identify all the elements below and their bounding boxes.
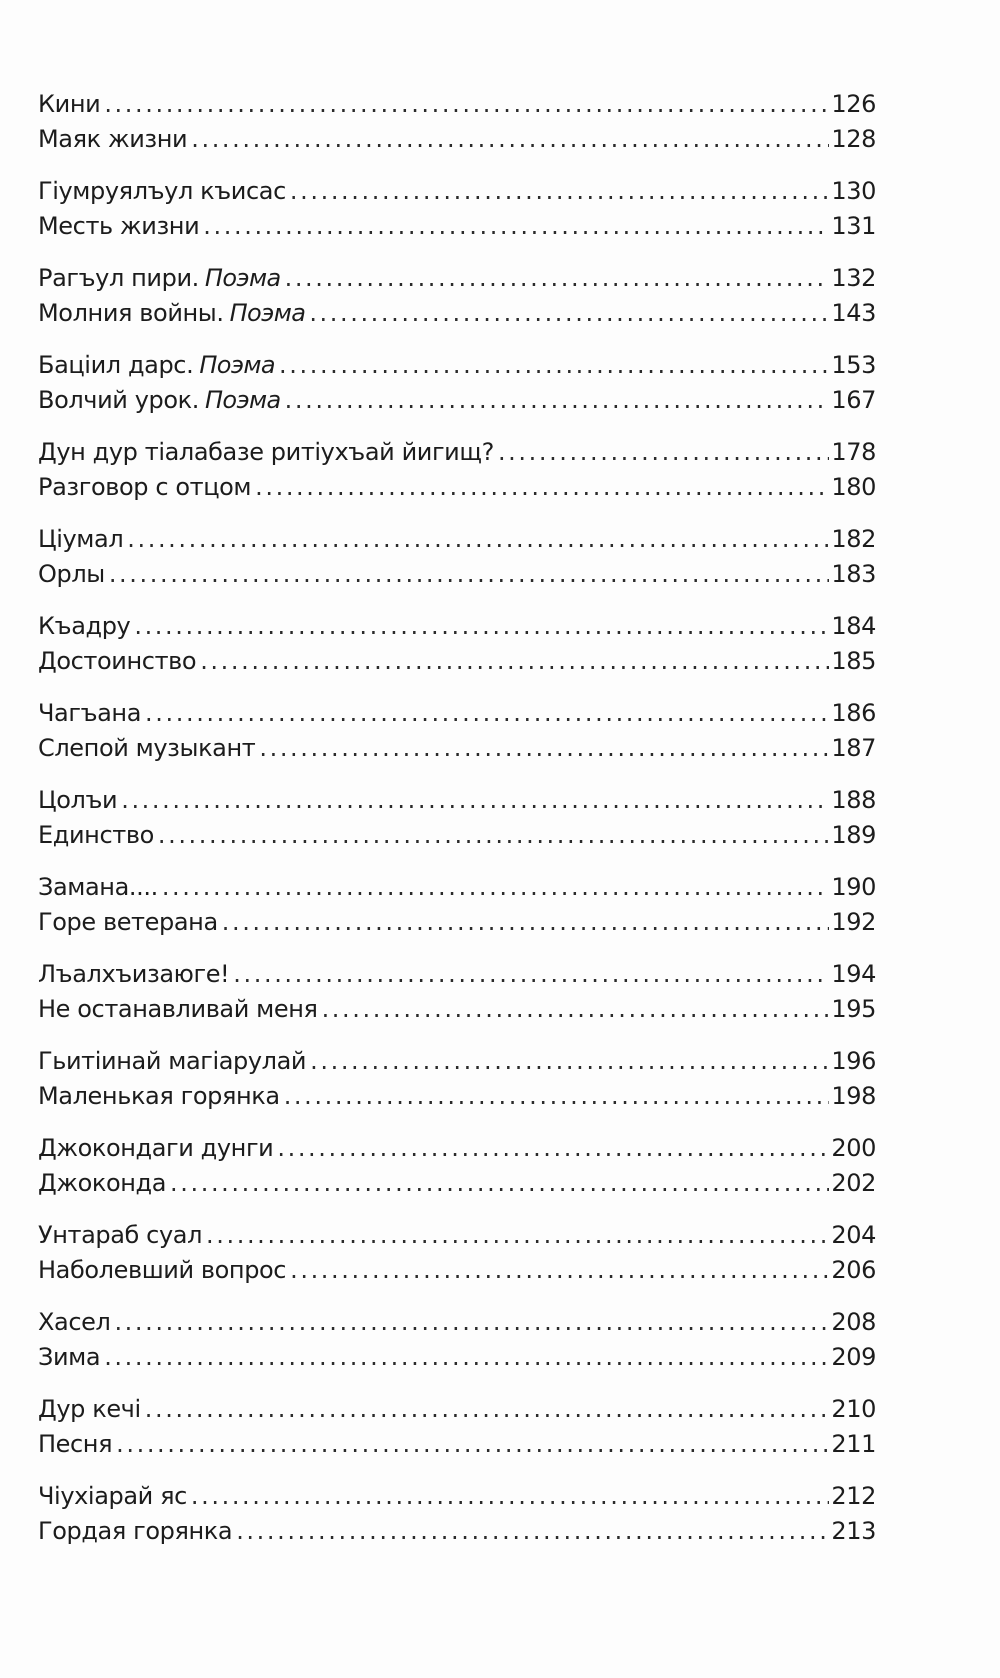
- toc-group: [38, 612, 876, 682]
- entry-title: [38, 90, 100, 118]
- entry-page-number: 128: [831, 125, 876, 153]
- entry-title-text: Гордая горянка: [38, 1517, 233, 1545]
- entry-title-text: Маленькая горянка: [38, 1082, 280, 1110]
- entry-title-text: Месть жизни: [38, 212, 200, 240]
- entry-title: [38, 473, 251, 501]
- toc-entry: [38, 821, 876, 856]
- entry-page-number: 204: [831, 1221, 876, 1249]
- entry-title: [38, 351, 275, 379]
- toc-entry: [38, 560, 876, 595]
- toc-entry: [38, 264, 876, 299]
- entry-title: [38, 1221, 202, 1249]
- toc-group: [38, 1221, 876, 1291]
- entry-title-text: Кини: [38, 90, 101, 118]
- entry-title-text: Къадру: [38, 612, 131, 640]
- dot-leader: [200, 647, 829, 675]
- entry-page-number: 188: [831, 786, 876, 814]
- entry-title-text: Унтараб суал: [38, 1221, 203, 1249]
- toc-entry: [38, 647, 876, 682]
- toc-entry: [38, 1134, 876, 1169]
- entry-title-text: Молния войны.: [38, 299, 224, 327]
- entry-title: [38, 1395, 141, 1423]
- dot-leader: [233, 960, 829, 988]
- dot-leader: [322, 995, 830, 1023]
- entry-title-text: Джоконда: [38, 1169, 167, 1197]
- entry-genre-note: Поэма: [229, 299, 306, 327]
- dot-leader: [191, 125, 829, 153]
- toc-entry: [38, 351, 876, 386]
- entry-title: [38, 525, 123, 553]
- dot-leader: [310, 1047, 829, 1075]
- toc-entry: [38, 734, 876, 769]
- entry-page-number: 200: [831, 1134, 876, 1162]
- entry-title: [38, 1343, 100, 1371]
- entry-page-number: 195: [831, 995, 876, 1023]
- entry-title-text: Разговор с отцом: [38, 473, 252, 501]
- entry-title: [38, 560, 105, 588]
- entry-page-number: 210: [831, 1395, 876, 1423]
- entry-page-number: 153: [831, 351, 876, 379]
- entry-page-number: 132: [831, 264, 876, 292]
- entry-title: [38, 995, 318, 1023]
- entry-page-number: 180: [831, 473, 876, 501]
- entry-title-text: Чіухіарай яс: [38, 1482, 187, 1510]
- entry-page-number: 183: [831, 560, 876, 588]
- toc-entry: [38, 1047, 876, 1082]
- entry-page-number: 212: [831, 1482, 876, 1510]
- dot-leader: [127, 525, 829, 553]
- entry-page-number: 187: [831, 734, 876, 762]
- entry-title-text: Гьитіинай магіарулай: [38, 1047, 307, 1075]
- dot-leader: [279, 351, 829, 379]
- toc-group: [38, 1482, 876, 1552]
- toc-entry: [38, 960, 876, 995]
- entry-title: [38, 960, 229, 988]
- dot-leader: [162, 873, 830, 901]
- toc-entry: [38, 786, 876, 821]
- entry-title: [38, 647, 196, 675]
- entry-title: [38, 264, 281, 292]
- entry-page-number: 208: [831, 1308, 876, 1336]
- toc-entry: [38, 90, 876, 125]
- dot-leader: [170, 1169, 829, 1197]
- toc-entry: [38, 995, 876, 1030]
- entry-title-text: Зима: [38, 1343, 101, 1371]
- entry-title: [38, 438, 494, 466]
- toc-group: [38, 786, 876, 856]
- toc-entry: [38, 1343, 876, 1378]
- entry-title-text: Достоинство: [38, 647, 197, 675]
- entry-title: [38, 1047, 306, 1075]
- toc-entry: [38, 612, 876, 647]
- entry-title-text: Горе ветерана: [38, 908, 218, 936]
- toc-entry: [38, 438, 876, 473]
- dot-leader: [290, 177, 829, 205]
- entry-title-text: Орлы: [38, 560, 105, 588]
- dot-leader: [285, 264, 830, 292]
- entry-genre-note: Поэма: [199, 351, 276, 379]
- dot-leader: [255, 473, 829, 501]
- dot-leader: [284, 1082, 830, 1110]
- entry-page-number: 186: [831, 699, 876, 727]
- toc-entry: [38, 908, 876, 943]
- entry-title-text: Волчий урок.: [38, 386, 199, 414]
- toc-group: [38, 1134, 876, 1204]
- entry-genre-note: Поэма: [204, 386, 281, 414]
- dot-leader: [236, 1517, 829, 1545]
- entry-title-text: Замана....: [38, 873, 158, 901]
- entry-title: [38, 212, 199, 240]
- entry-genre-note: Поэма: [204, 264, 281, 292]
- dot-leader: [203, 212, 829, 240]
- entry-title: [38, 1169, 166, 1197]
- entry-page-number: 198: [831, 1082, 876, 1110]
- entry-title: [38, 125, 187, 153]
- entry-page-number: 130: [831, 177, 876, 205]
- entry-title-text: Чагъана: [38, 699, 142, 727]
- toc-entry: [38, 1308, 876, 1343]
- dot-leader: [309, 299, 829, 327]
- toc-group: [38, 960, 876, 1030]
- dot-leader: [104, 90, 829, 118]
- entry-title: [38, 821, 154, 849]
- dot-leader: [222, 908, 830, 936]
- toc-entry: [38, 1169, 876, 1204]
- entry-title: [38, 1517, 232, 1545]
- entry-title: [38, 612, 130, 640]
- entry-title: [38, 908, 218, 936]
- entry-page-number: 185: [831, 647, 876, 675]
- entry-page-number: 196: [831, 1047, 876, 1075]
- dot-leader: [206, 1221, 829, 1249]
- entry-title: [38, 1308, 110, 1336]
- dot-leader: [191, 1482, 829, 1510]
- toc-entry: [38, 1221, 876, 1256]
- toc-group: [38, 177, 876, 247]
- entry-title-text: Цолъи: [38, 786, 118, 814]
- toc-entry: [38, 386, 876, 421]
- entry-title-text: Наболевший вопрос: [38, 1256, 287, 1284]
- dot-leader: [158, 821, 830, 849]
- entry-title-text: Гіумруялъул къисас: [38, 177, 286, 205]
- entry-page-number: 213: [831, 1517, 876, 1545]
- toc-group: [38, 873, 876, 943]
- toc-group: [38, 438, 876, 508]
- entry-page-number: 143: [831, 299, 876, 327]
- entry-title-text: Рагъул пири.: [38, 264, 199, 292]
- entry-page-number: 202: [831, 1169, 876, 1197]
- toc-entry: [38, 1395, 876, 1430]
- entry-title-text: Единство: [38, 821, 154, 849]
- toc-entry: [38, 1256, 876, 1291]
- entry-title: [38, 1134, 273, 1162]
- toc-group: [38, 1308, 876, 1378]
- entry-page-number: 184: [831, 612, 876, 640]
- entry-page-number: 182: [831, 525, 876, 553]
- entry-title-text: Слепой музыкант: [38, 734, 256, 762]
- toc-entry: [38, 212, 876, 247]
- dot-leader: [121, 786, 829, 814]
- toc-group: [38, 90, 876, 160]
- entry-page-number: 206: [831, 1256, 876, 1284]
- entry-title-text: Хасел: [38, 1308, 111, 1336]
- toc-entry: [38, 525, 876, 560]
- toc-group: [38, 264, 876, 334]
- entry-title: [38, 786, 117, 814]
- toc-entry: [38, 1482, 876, 1517]
- entry-title-text: Дун дур тіалабазе ритіухъай йигищ?: [38, 438, 494, 466]
- dot-leader: [114, 1308, 829, 1336]
- entry-title: [38, 1082, 280, 1110]
- entry-page-number: 209: [831, 1343, 876, 1371]
- entry-page-number: 167: [831, 386, 876, 414]
- entry-page-number: 194: [831, 960, 876, 988]
- toc-group: [38, 525, 876, 595]
- entry-title: [38, 386, 281, 414]
- entry-page-number: 126: [831, 90, 876, 118]
- entry-title-text: Маяк жизни: [38, 125, 188, 153]
- toc-entry: [38, 125, 876, 160]
- toc-group: [38, 1047, 876, 1117]
- entry-title: [38, 873, 158, 901]
- entry-title: [38, 1256, 286, 1284]
- dot-leader: [285, 386, 830, 414]
- entry-title-text: Дур кечі: [38, 1395, 141, 1423]
- dot-leader: [290, 1256, 829, 1284]
- entry-title-text: Не останавливай меня: [38, 995, 318, 1023]
- entry-title: [38, 1482, 187, 1510]
- toc-entry: [38, 1517, 876, 1552]
- dot-leader: [116, 1430, 829, 1458]
- entry-title: [38, 699, 141, 727]
- dot-leader: [109, 560, 830, 588]
- toc-entry: [38, 1082, 876, 1117]
- table-of-contents: [38, 90, 876, 1569]
- toc-entry: [38, 1430, 876, 1465]
- dot-leader: [104, 1343, 829, 1371]
- dot-leader: [498, 438, 829, 466]
- entry-title-text: Лъалхъизаюге!: [38, 960, 230, 988]
- entry-title: [38, 299, 305, 327]
- entry-title-text: Джокондаги дунги: [38, 1134, 274, 1162]
- entry-page-number: 131: [831, 212, 876, 240]
- entry-title: [38, 734, 255, 762]
- toc-group: [38, 699, 876, 769]
- dot-leader: [145, 1395, 830, 1423]
- entry-title-text: Баціил дарс.: [38, 351, 194, 379]
- toc-entry: [38, 473, 876, 508]
- toc-entry: [38, 177, 876, 212]
- entry-page-number: 192: [831, 908, 876, 936]
- entry-page-number: 211: [831, 1430, 876, 1458]
- toc-group: [38, 351, 876, 421]
- entry-title: [38, 1430, 112, 1458]
- entry-title: [38, 177, 286, 205]
- toc-entry: [38, 299, 876, 334]
- toc-group: [38, 1395, 876, 1465]
- entry-page-number: 190: [831, 873, 876, 901]
- toc-entry: [38, 873, 876, 908]
- toc-entry: [38, 699, 876, 734]
- dot-leader: [134, 612, 829, 640]
- entry-title-text: Ціумал: [38, 525, 124, 553]
- entry-title-text: Песня: [38, 1430, 113, 1458]
- dot-leader: [277, 1134, 829, 1162]
- dot-leader: [259, 734, 829, 762]
- entry-page-number: 178: [831, 438, 876, 466]
- dot-leader: [145, 699, 829, 727]
- entry-page-number: 189: [831, 821, 876, 849]
